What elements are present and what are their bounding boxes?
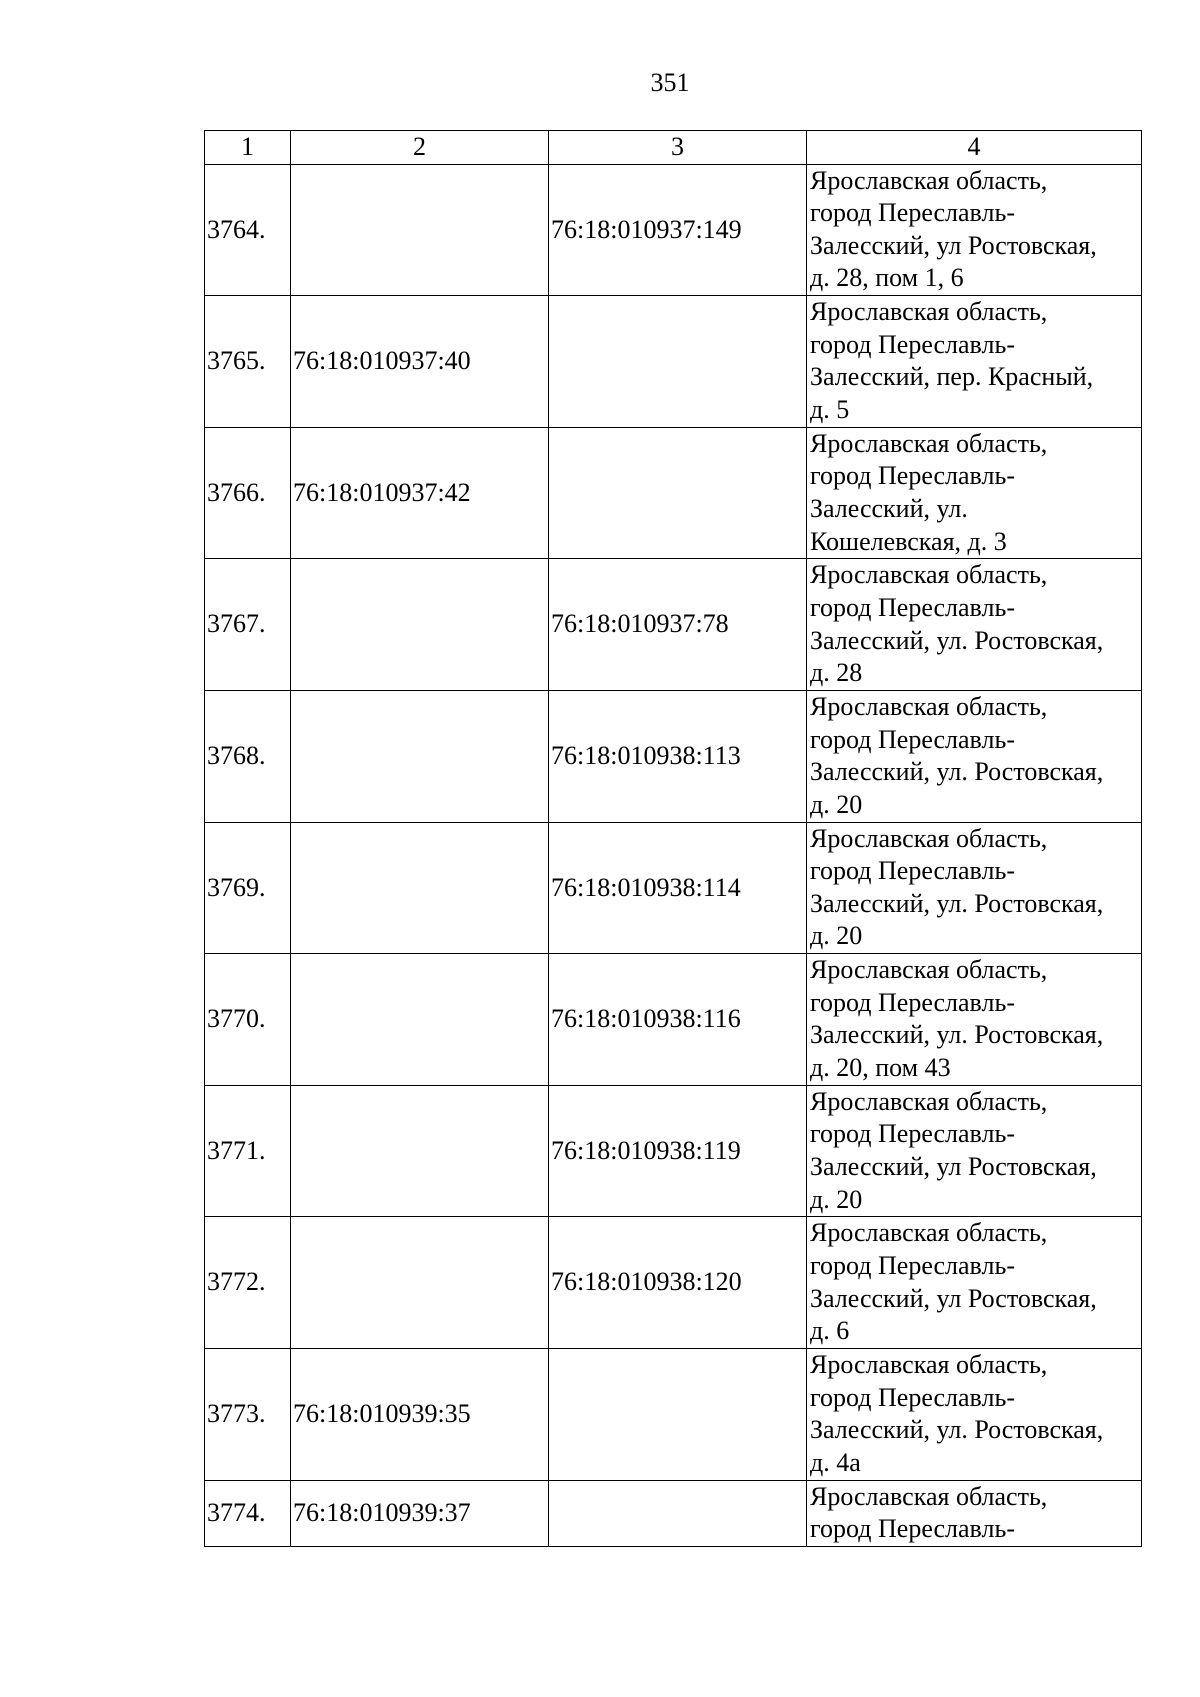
cadastral-number-col3: 76:18:010938:113 xyxy=(549,690,807,822)
row-number: 3769. xyxy=(205,822,291,954)
cadastral-number-col3: 76:18:010938:120 xyxy=(549,1217,807,1349)
row-number: 3766. xyxy=(205,427,291,559)
cadastral-number-col3: 76:18:010938:116 xyxy=(549,954,807,1086)
column-header-4: 4 xyxy=(807,131,1142,165)
table-row xyxy=(205,1480,1142,1546)
address-cell: Ярославская область, город Переславль- Залесский, ул. Ростовская, д. 28 xyxy=(807,559,1142,691)
cadastral-number-col3: 76:18:010938:119 xyxy=(549,1085,807,1217)
cadastral-number-col2 xyxy=(291,559,549,691)
row-number: 3768. xyxy=(205,690,291,822)
address-cell: Ярославская область, город Переславль- Залесский, ул. Ростовская, д. 4а xyxy=(807,1348,1142,1480)
table-row xyxy=(205,559,1142,691)
address-cell: Ярославская область, город Переславль- Залесский, ул Ростовская, д. 6 xyxy=(807,1217,1142,1349)
page-number: 351 xyxy=(650,68,690,97)
address-cell: Ярославская область, город Переславль- xyxy=(807,1480,1142,1546)
table-row xyxy=(205,1348,1142,1480)
cadastral-number-col2: 76:18:010937:40 xyxy=(291,296,549,428)
table-row xyxy=(205,164,1142,296)
address-cell: Ярославская область, город Переславль- Залесский, ул. Ростовская, д. 20 xyxy=(807,690,1142,822)
cadastral-number-col3 xyxy=(549,296,807,428)
cadastral-number-col2: 76:18:010937:42 xyxy=(291,427,549,559)
cadastral-number-col3: 76:18:010937:78 xyxy=(549,559,807,691)
table-row xyxy=(205,690,1142,822)
cadastral-number-col3 xyxy=(549,1348,807,1480)
row-number: 3765. xyxy=(205,296,291,428)
header-row xyxy=(205,131,1142,165)
table-row xyxy=(205,1085,1142,1217)
table-row xyxy=(205,822,1142,954)
row-number: 3773. xyxy=(205,1348,291,1480)
cadastral-number-col2: 76:18:010939:37 xyxy=(291,1480,549,1546)
cadastral-number-col2 xyxy=(291,954,549,1086)
cadastral-number-col2 xyxy=(291,164,549,296)
row-number: 3771. xyxy=(205,1085,291,1217)
table-row xyxy=(205,296,1142,428)
column-header-1: 1 xyxy=(205,131,291,165)
address-cell: Ярославская область, город Переславль- Залесский, ул. Ростовская, д. 20 xyxy=(807,822,1142,954)
column-header-2: 2 xyxy=(291,131,549,165)
row-number: 3764. xyxy=(205,164,291,296)
cadastral-number-col2 xyxy=(291,822,549,954)
row-number: 3767. xyxy=(205,559,291,691)
address-cell: Ярославская область, город Переславль- Залесский, ул Ростовская, д. 28, пом 1, 6 xyxy=(807,164,1142,296)
cadastral-number-col3: 76:18:010938:114 xyxy=(549,822,807,954)
cadastral-number-col2 xyxy=(291,1217,549,1349)
address-cell: Ярославская область, город Переславль- Залесский, ул. Ростовская, д. 20, пом 43 xyxy=(807,954,1142,1086)
table-row xyxy=(205,1217,1142,1349)
cadastral-number-col3: 76:18:010937:149 xyxy=(549,164,807,296)
row-number: 3772. xyxy=(205,1217,291,1349)
row-number: 3770. xyxy=(205,954,291,1086)
cadastral-number-col3 xyxy=(549,1480,807,1546)
cadastral-number-col2 xyxy=(291,690,549,822)
address-cell: Ярославская область, город Переславль- Залесский, ул Ростовская, д. 20 xyxy=(807,1085,1142,1217)
column-header-3: 3 xyxy=(549,131,807,165)
registry-table xyxy=(204,130,1142,1547)
row-number: 3774. xyxy=(205,1480,291,1546)
cadastral-number-col3 xyxy=(549,427,807,559)
table-row xyxy=(205,427,1142,559)
cadastral-number-col2: 76:18:010939:35 xyxy=(291,1348,549,1480)
table-row xyxy=(205,954,1142,1086)
address-cell: Ярославская область, город Переславль- Залесский, пер. Красный, д. 5 xyxy=(807,296,1142,428)
cadastral-number-col2 xyxy=(291,1085,549,1217)
address-cell: Ярославская область, город Переславль- Залесский, ул. Кошелевская, д. 3 xyxy=(807,427,1142,559)
